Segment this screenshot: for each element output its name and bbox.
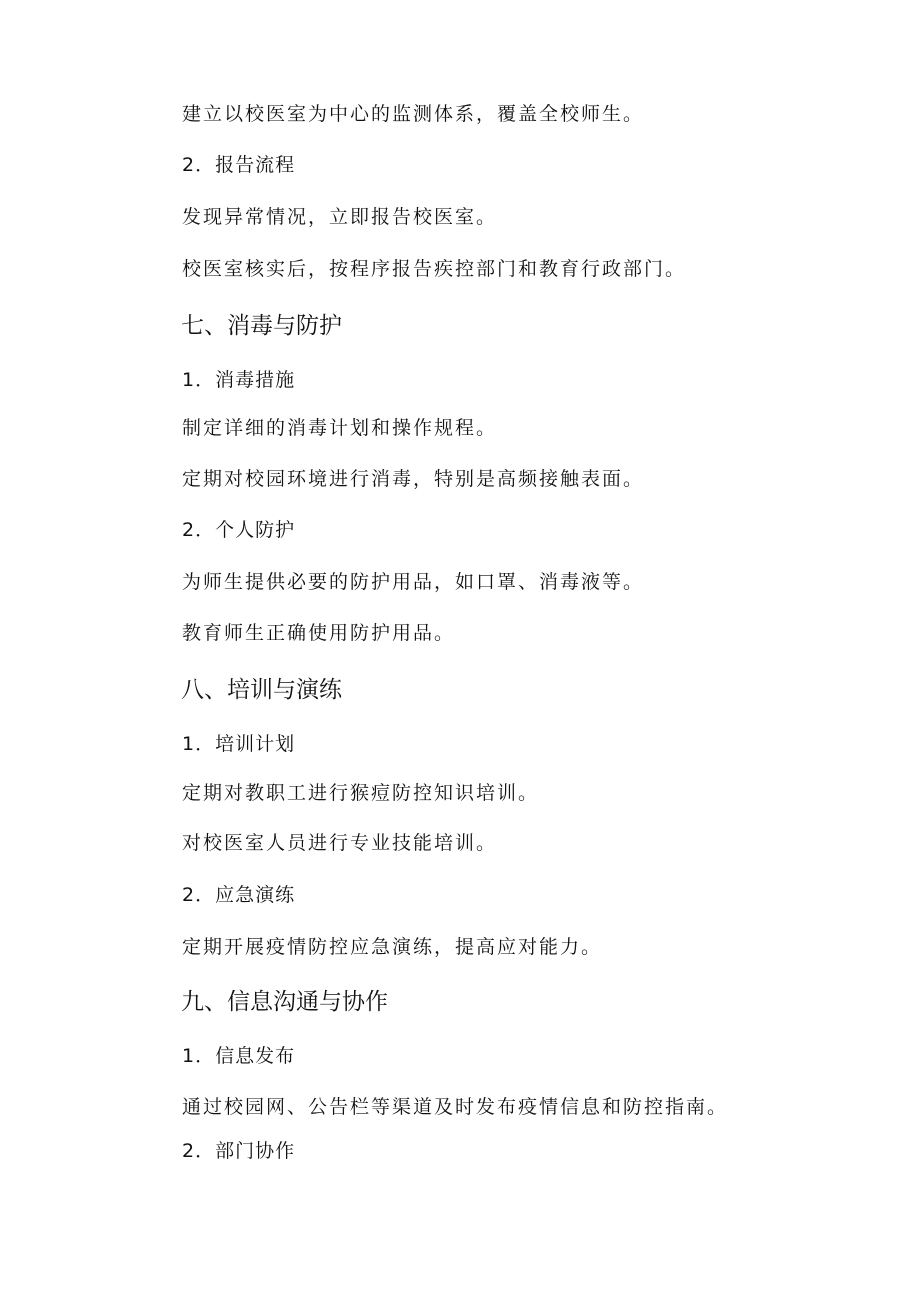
paragraph: 教育师生正确使用防护用品。 xyxy=(182,622,456,644)
subheading: 1．信息发布 xyxy=(182,1045,296,1067)
paragraph: 发现异常情况，立即报告校医室。 xyxy=(182,206,498,228)
subheading: 2．报告流程 xyxy=(182,154,296,176)
paragraph: 定期对校园环境进行消毒，特别是高频接触表面。 xyxy=(182,468,645,490)
paragraph: 通过校园网、公告栏等渠道及时发布疫情信息和防控指南。 xyxy=(182,1096,729,1118)
subheading: 1．培训计划 xyxy=(182,733,296,755)
section-heading: 七、消毒与防护 xyxy=(181,313,342,339)
paragraph: 对校医室人员进行专业技能培训。 xyxy=(182,832,498,854)
subheading: 2．个人防护 xyxy=(182,519,296,541)
paragraph: 建立以校医室为中心的监测体系，覆盖全校师生。 xyxy=(182,103,645,125)
subheading: 2．部门协作 xyxy=(182,1140,296,1162)
subheading: 2．应急演练 xyxy=(182,884,296,906)
paragraph: 校医室核实后，按程序报告疾控部门和教育行政部门。 xyxy=(182,258,687,280)
subheading: 1．消毒措施 xyxy=(182,369,296,391)
paragraph: 定期开展疫情防控应急演练，提高应对能力。 xyxy=(182,936,603,958)
paragraph: 定期对教职工进行猴痘防控知识培训。 xyxy=(182,782,540,804)
section-heading: 九、信息沟通与协作 xyxy=(181,989,388,1015)
paragraph: 为师生提供必要的防护用品，如口罩、消毒液等。 xyxy=(182,571,645,593)
paragraph: 制定详细的消毒计划和操作规程。 xyxy=(182,417,498,439)
section-heading: 八、培训与演练 xyxy=(181,677,342,703)
